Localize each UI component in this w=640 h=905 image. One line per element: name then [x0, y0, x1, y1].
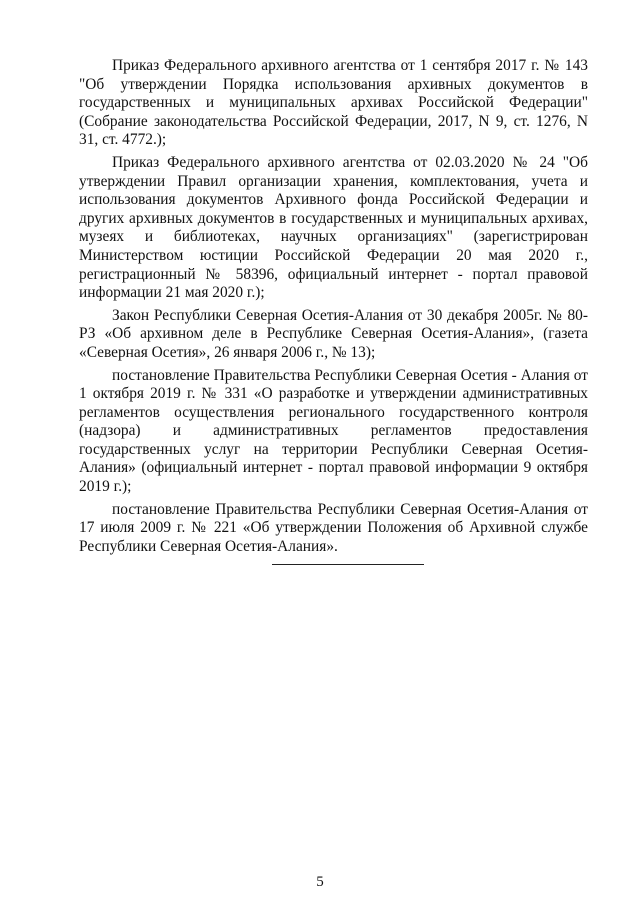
paragraph-resolution-2019: постановление Правительства Республики Северная Осетия - Алания от 1 октября 2019 г. № 331 «О разработке и утверждении административных регламентов осуществления регионального государственного контроля (надзора) и административных регламентов предоставления государственных услуг на территории Республики Северная Осетия-Алания» (официальный интернет - портал правовой информации 9 октября 2019 г.);	[79, 366, 588, 496]
document-body	[79, 57, 588, 560]
paragraph-resolution-2009: постановление Правительства Республики Северная Осетия-Алания от 17 июля 2009 г. № 221 «Об утверждении Положения об Архивной службе Республики Северная Осетия-Алания».	[79, 500, 588, 555]
paragraph-order-2020: Приказ Федерального архивного агентства от 02.03.2020 № 24 "Об утверждении Правил организации хранения, комплектования, учета и использования документов Архивного фонда Российской Федерации и других архивных документов в государственных и муниципальных архивах, музеях и библиотеках, научных организациях" (зарегистрирован Министерством юстиции Российской Федерации 20 мая 2020 г., регистрационный № 58396, официальный интернет - портал правовой информации 21 мая 2020 г.);	[79, 153, 588, 302]
page-number: 5	[316, 874, 324, 890]
end-divider	[272, 564, 424, 565]
paragraph-law-2005: Закон Республики Северная Осетия-Алания от 30 декабря 2005г. № 80-РЗ «Об архивном деле в Республике Северная Осетия-Алания», (газета «Северная Осетия», 26 января 2006 г., № 13);	[79, 306, 588, 361]
paragraph-order-2017: Приказ Федерального архивного агентства от 1 сентября 2017 г. № 143 "Об утверждении Порядка использования архивных документов в государственных и муниципальных архивах Российской Федерации" (Собрание законодательства Российской Федерации, 2017, N 9, ст. 1276, N 31, ст. 4772.);	[79, 57, 588, 149]
